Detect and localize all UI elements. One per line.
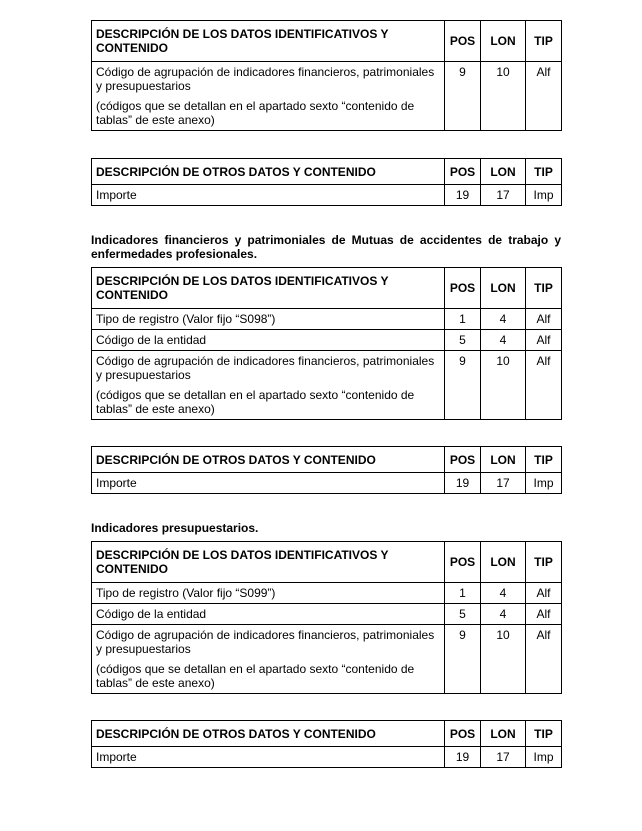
table-header-row: [92, 447, 562, 473]
cell-pos: 9: [445, 625, 481, 694]
table-header-row: [92, 21, 562, 62]
cell-descripcion-text: Código de agrupación de indicadores financieros, patrimoniales y presupuestarios: [96, 628, 435, 656]
table-identificativos-3: [91, 541, 562, 694]
table-row: [92, 583, 562, 604]
header-lon: LON: [481, 542, 526, 583]
cell-tip: Alf: [526, 62, 562, 131]
cell-descripcion: Código de la entidad: [92, 330, 445, 351]
cell-tip: Alf: [526, 351, 562, 420]
header-pos: POS: [445, 721, 481, 747]
table-identificativos-3-block: [91, 541, 561, 694]
table-row: [92, 473, 562, 494]
table-row: [92, 330, 562, 351]
header-tip: TIP: [526, 21, 562, 62]
table-otros-datos-2: [91, 446, 562, 494]
header-lon: LON: [481, 721, 526, 747]
cell-descripcion: [92, 62, 445, 131]
cell-lon: 4: [481, 583, 526, 604]
table-header-row: [92, 268, 562, 309]
header-descripcion: DESCRIPCIÓN DE LOS DATOS IDENTIFICATIVOS Y CONTENIDO: [92, 542, 445, 583]
cell-descripcion: Importe: [92, 747, 445, 768]
header-lon: LON: [481, 447, 526, 473]
header-tip: TIP: [526, 447, 562, 473]
cell-lon: 17: [481, 747, 526, 768]
table-otros-datos-1: [91, 158, 562, 206]
table-header-row: [92, 721, 562, 747]
table-row: [92, 351, 562, 420]
cell-pos: 19: [445, 185, 481, 206]
cell-lon: 10: [481, 625, 526, 694]
table-identificativos-2: [91, 267, 562, 420]
table-otros-datos-3: [91, 720, 562, 768]
cell-descripcion: [92, 351, 445, 420]
cell-lon: 10: [481, 351, 526, 420]
cell-descripcion: Tipo de registro (Valor fijo “S099”): [92, 583, 445, 604]
table-identificativos-2-block: [91, 267, 561, 420]
cell-lon: 17: [481, 185, 526, 206]
cell-descripcion-text: Código de agrupación de indicadores financieros, patrimoniales y presupuestarios: [96, 65, 435, 93]
header-descripcion: DESCRIPCIÓN DE OTROS DATOS Y CONTENIDO: [92, 721, 445, 747]
cell-tip: Imp: [526, 747, 562, 768]
cell-descripcion: Código de la entidad: [92, 604, 445, 625]
cell-descripcion: [92, 625, 445, 694]
table-row: [92, 62, 562, 131]
header-descripcion: DESCRIPCIÓN DE LOS DATOS IDENTIFICATIVOS Y CONTENIDO: [92, 268, 445, 309]
cell-pos: 5: [445, 330, 481, 351]
header-descripcion: DESCRIPCIÓN DE OTROS DATOS Y CONTENIDO: [92, 159, 445, 185]
table-identificativos-1-block: [91, 20, 561, 131]
cell-descripcion-note: (códigos que se detallan en el apartado sexto “contenido de tablas” de este anexo): [96, 388, 415, 416]
cell-tip: Alf: [526, 583, 562, 604]
cell-tip: Imp: [526, 473, 562, 494]
header-tip: TIP: [526, 721, 562, 747]
table-header-row: [92, 542, 562, 583]
section-heading-presupuestarios: Indicadores presupuestarios.: [91, 521, 259, 535]
cell-pos: 1: [445, 583, 481, 604]
table-row: [92, 309, 562, 330]
cell-descripcion-text: Código de agrupación de indicadores financieros, patrimoniales y presupuestarios: [96, 354, 435, 382]
table-row: [92, 185, 562, 206]
table-row: [92, 604, 562, 625]
table-otros-datos-3-block: [91, 720, 561, 768]
cell-pos: 1: [445, 309, 481, 330]
cell-lon: 17: [481, 473, 526, 494]
cell-pos: 9: [445, 351, 481, 420]
header-tip: TIP: [526, 268, 562, 309]
header-tip: TIP: [526, 159, 562, 185]
header-pos: POS: [445, 21, 481, 62]
cell-tip: Imp: [526, 185, 562, 206]
cell-lon: 4: [481, 604, 526, 625]
header-descripcion: DESCRIPCIÓN DE OTROS DATOS Y CONTENIDO: [92, 447, 445, 473]
cell-descripcion-note: (códigos que se detallan en el apartado sexto “contenido de tablas” de este anexo): [96, 99, 415, 127]
cell-pos: 19: [445, 473, 481, 494]
cell-tip: Alf: [526, 604, 562, 625]
table-row: [92, 625, 562, 694]
cell-pos: 9: [445, 62, 481, 131]
cell-lon: 4: [481, 309, 526, 330]
cell-descripcion: Importe: [92, 185, 445, 206]
cell-lon: 4: [481, 330, 526, 351]
cell-descripcion: Importe: [92, 473, 445, 494]
table-header-row: [92, 159, 562, 185]
table-otros-datos-1-block: [91, 158, 561, 206]
table-otros-datos-2-block: [91, 446, 561, 494]
cell-tip: Alf: [526, 625, 562, 694]
header-pos: POS: [445, 159, 481, 185]
cell-descripcion: Tipo de registro (Valor fijo “S098”): [92, 309, 445, 330]
cell-descripcion-note: (códigos que se detallan en el apartado sexto “contenido de tablas” de este anexo): [96, 662, 415, 690]
header-descripcion: DESCRIPCIÓN DE LOS DATOS IDENTIFICATIVOS Y CONTENIDO: [92, 21, 445, 62]
cell-pos: 5: [445, 604, 481, 625]
header-pos: POS: [445, 447, 481, 473]
header-pos: POS: [445, 268, 481, 309]
header-lon: LON: [481, 21, 526, 62]
section-heading-mutuas: Indicadores financieros y patrimoniales de Mutuas de accidentes de trabajo y enfermedades profesionales.: [91, 233, 561, 261]
cell-pos: 19: [445, 747, 481, 768]
header-tip: TIP: [526, 542, 562, 583]
cell-tip: Alf: [526, 309, 562, 330]
table-identificativos-1: [91, 20, 562, 131]
table-row: [92, 747, 562, 768]
header-pos: POS: [445, 542, 481, 583]
cell-tip: Alf: [526, 330, 562, 351]
header-lon: LON: [481, 159, 526, 185]
header-lon: LON: [481, 268, 526, 309]
cell-lon: 10: [481, 62, 526, 131]
